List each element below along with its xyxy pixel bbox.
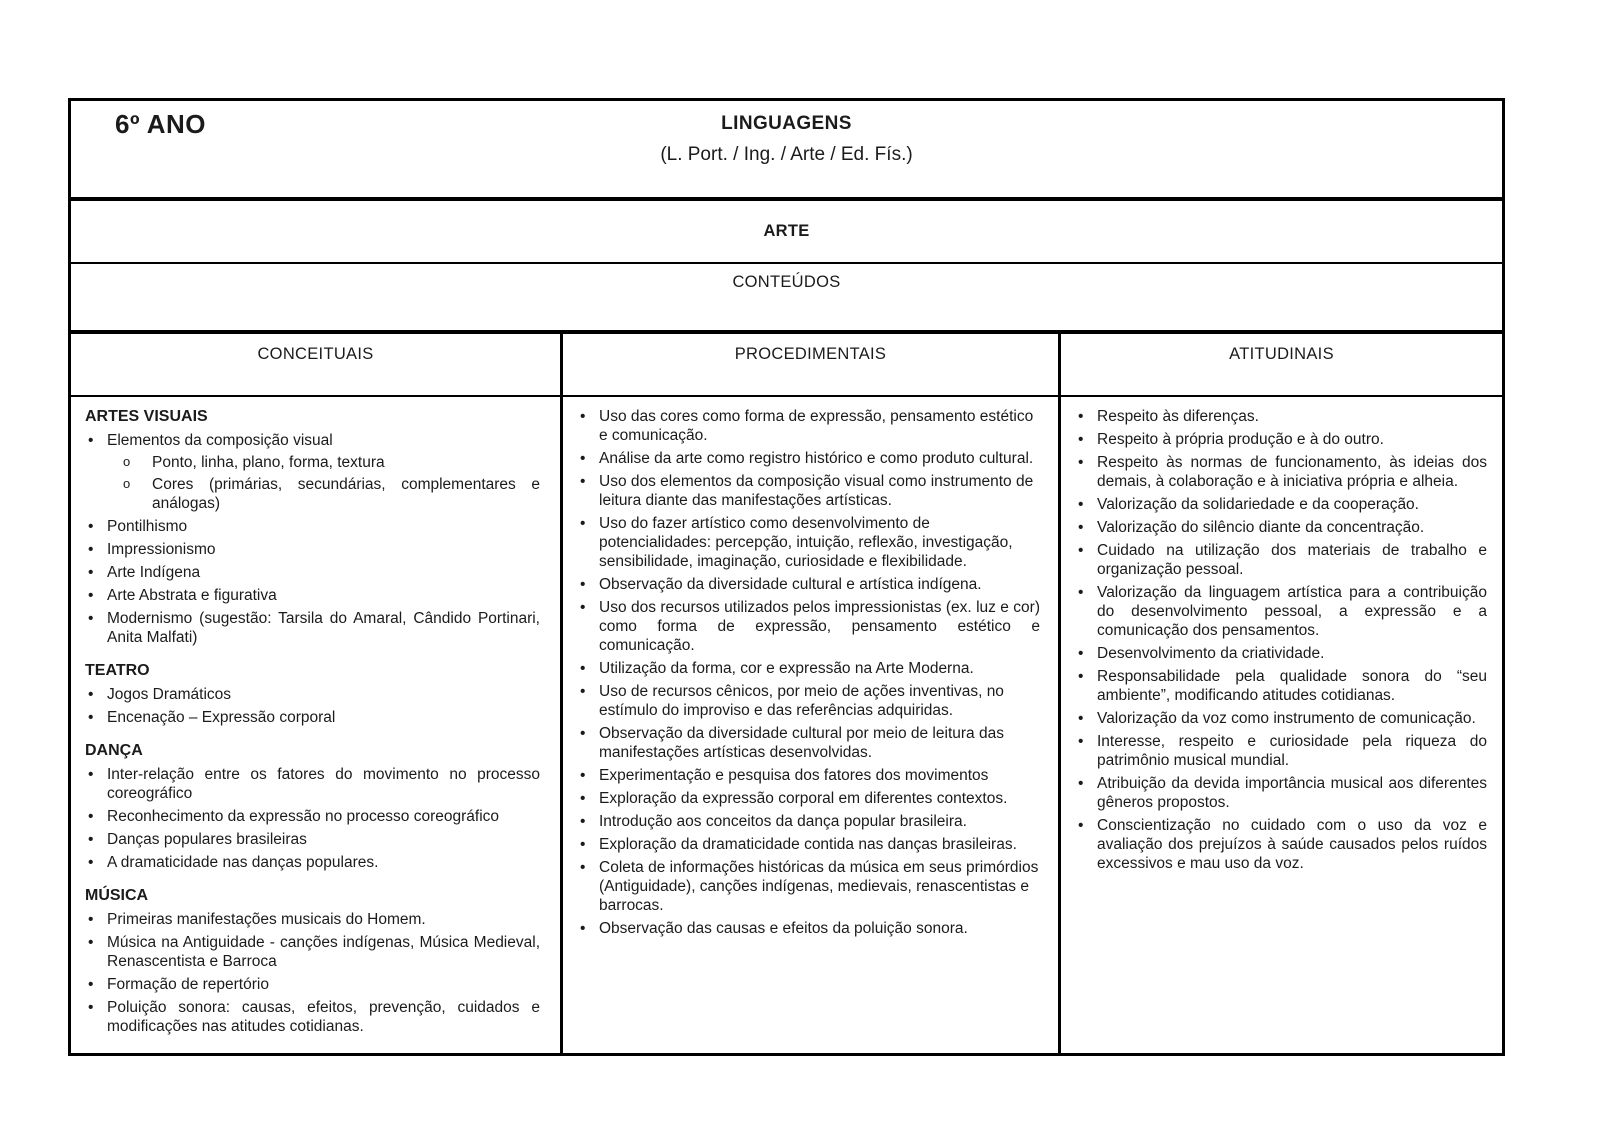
list-item: • Responsabilidade pela qualidade sonora do “seu ambiente”, modificando atitudes cotidianas. bbox=[1075, 667, 1487, 705]
list-item: • Modernismo (sugestão: Tarsila do Amaral, Cândido Portinari, Anita Malfati) bbox=[85, 609, 540, 647]
list-item: • A dramaticidade nas danças populares. bbox=[85, 853, 540, 872]
column-conceituais-content bbox=[71, 397, 560, 1053]
list-item: • Valorização da linguagem artística para a contribuição do desenvolvimento pessoal, a expressão e a comunicação dos pensamentos. bbox=[1075, 583, 1487, 640]
list-item: • Cuidado na utilização dos materiais de trabalho e organização pessoal. bbox=[1075, 541, 1487, 579]
column-headers-row bbox=[71, 334, 1502, 397]
column-header-label: ATITUDINAIS bbox=[1229, 345, 1334, 363]
list-item: • Pontilhismo bbox=[85, 517, 540, 536]
column-header-label: CONCEITUAIS bbox=[257, 345, 374, 363]
list-item: • Arte Abstrata e figurativa bbox=[85, 586, 540, 605]
list-subitem: o Ponto, linha, plano, forma, textura bbox=[85, 453, 540, 472]
list-item: • Respeito às diferenças. bbox=[1075, 407, 1487, 426]
list-item: • Valorização da solidariedade e da cooperação. bbox=[1075, 495, 1487, 514]
list-item: • Uso das cores como forma de expressão, pensamento estético e comunicação. bbox=[577, 407, 1040, 445]
subject-title: ARTE bbox=[763, 222, 810, 240]
column-header-atitudinais bbox=[1058, 334, 1502, 395]
list-subitem: o Cores (primárias, secundárias, complementares e análogas) bbox=[85, 475, 540, 513]
list-item: • Elementos da composição visual bbox=[85, 431, 540, 450]
list-item: • Primeiras manifestações musicais do Homem. bbox=[85, 910, 540, 929]
list-item: • Danças populares brasileiras bbox=[85, 830, 540, 849]
section-title: MÚSICA bbox=[85, 887, 149, 904]
list-item: • Poluição sonora: causas, efeitos, prevenção, cuidados e modificações nas atitudes cotidianas. bbox=[85, 998, 540, 1036]
subject-row bbox=[71, 201, 1502, 264]
list-item: • Jogos Dramáticos bbox=[85, 685, 540, 704]
list-item: • Arte Indígena bbox=[85, 563, 540, 582]
table-header-row bbox=[71, 101, 1502, 201]
list-item: • Coleta de informações históricas da música em seus primórdios (Antiguidade), canções indígenas, medievais, renascentistas e barrocas. bbox=[577, 858, 1040, 915]
list-item: • Análise da arte como registro histórico e como produto cultural. bbox=[577, 449, 1040, 468]
list-item: • Uso dos recursos utilizados pelos impressionistas (ex. luz e cor) como forma de expressão, pensamento estético e comunicação. bbox=[577, 598, 1040, 655]
list-item: • Experimentação e pesquisa dos fatores dos movimentos bbox=[577, 766, 1040, 785]
list-item: • Observação da diversidade cultural por meio de leitura das manifestações artísticas desenvolvidas. bbox=[577, 724, 1040, 762]
list-item: • Observação das causas e efeitos da poluição sonora. bbox=[577, 919, 1040, 938]
list-item: • Uso do fazer artístico como desenvolvimento de potencialidades: percepção, intuição, reflexão, investigação, sensibilidade, imaginação, curiosidade e flexibilidade. bbox=[577, 514, 1040, 571]
list-item: • Desenvolvimento da criatividade. bbox=[1075, 644, 1487, 663]
column-header-procedimentais bbox=[560, 334, 1058, 395]
list-item: • Exploração da expressão corporal em diferentes contextos. bbox=[577, 789, 1040, 808]
list-item: • Impressionismo bbox=[85, 540, 540, 559]
list-item: • Observação da diversidade cultural e artística indígena. bbox=[577, 575, 1040, 594]
list-item: • Interesse, respeito e curiosidade pela riqueza do patrimônio musical mundial. bbox=[1075, 732, 1487, 770]
curriculum-table bbox=[68, 98, 1505, 1056]
section-title: DANÇA bbox=[85, 742, 143, 759]
column-atitudinais-content bbox=[1058, 397, 1502, 1053]
column-header-conceituais bbox=[71, 334, 560, 395]
list-item: • Valorização da voz como instrumento de comunicação. bbox=[1075, 709, 1487, 728]
contents-row bbox=[71, 264, 1502, 334]
list-item: • Formação de repertório bbox=[85, 975, 540, 994]
list-item: • Música na Antiguidade - canções indígenas, Música Medieval, Renascentista e Barroca bbox=[85, 933, 540, 971]
table-content-row bbox=[71, 397, 1502, 1053]
list-item: • Respeito à própria produção e à do outro. bbox=[1075, 430, 1487, 449]
grade-title: 6º ANO bbox=[115, 109, 206, 139]
section-title: TEATRO bbox=[85, 662, 150, 679]
area-header bbox=[71, 101, 1502, 166]
list-item: • Uso dos elementos da composição visual como instrumento de leitura diante das manifestações artísticas. bbox=[577, 472, 1040, 510]
area-title: LINGUAGENS bbox=[721, 113, 852, 134]
column-header-label: PROCEDIMENTAIS bbox=[734, 345, 887, 363]
list-item: • Introdução aos conceitos da dança popular brasileira. bbox=[577, 812, 1040, 831]
area-subjects: (L. Port. / Ing. / Arte / Ed. Fís.) bbox=[660, 144, 913, 165]
list-item: • Conscientização no cuidado com o uso da voz e avaliação dos prejuízos à saúde causados pelos ruídos excessivos e mau uso da voz. bbox=[1075, 816, 1487, 873]
list-item: • Encenação – Expressão corporal bbox=[85, 708, 540, 727]
section-title: ARTES VISUAIS bbox=[85, 408, 208, 425]
list-item: • Respeito às normas de funcionamento, às ideias dos demais, à colaboração e à iniciativa própria e alheia. bbox=[1075, 453, 1487, 491]
list-item: • Valorização do silêncio diante da concentração. bbox=[1075, 518, 1487, 537]
list-item: • Utilização da forma, cor e expressão na Arte Moderna. bbox=[577, 659, 1040, 678]
column-procedimentais-content bbox=[560, 397, 1058, 1053]
list-item: • Reconhecimento da expressão no processo coreográfico bbox=[85, 807, 540, 826]
list-item: • Inter-relação entre os fatores do movimento no processo coreográfico bbox=[85, 765, 540, 803]
list-item: • Uso de recursos cênicos, por meio de ações inventivas, no estímulo do improviso e das referências adquiridas. bbox=[577, 682, 1040, 720]
list-item: • Exploração da dramaticidade contida nas danças brasileiras. bbox=[577, 835, 1040, 854]
list-item: • Atribuição da devida importância musical aos diferentes gêneros propostos. bbox=[1075, 774, 1487, 812]
contents-title: CONTEÚDOS bbox=[732, 273, 841, 291]
